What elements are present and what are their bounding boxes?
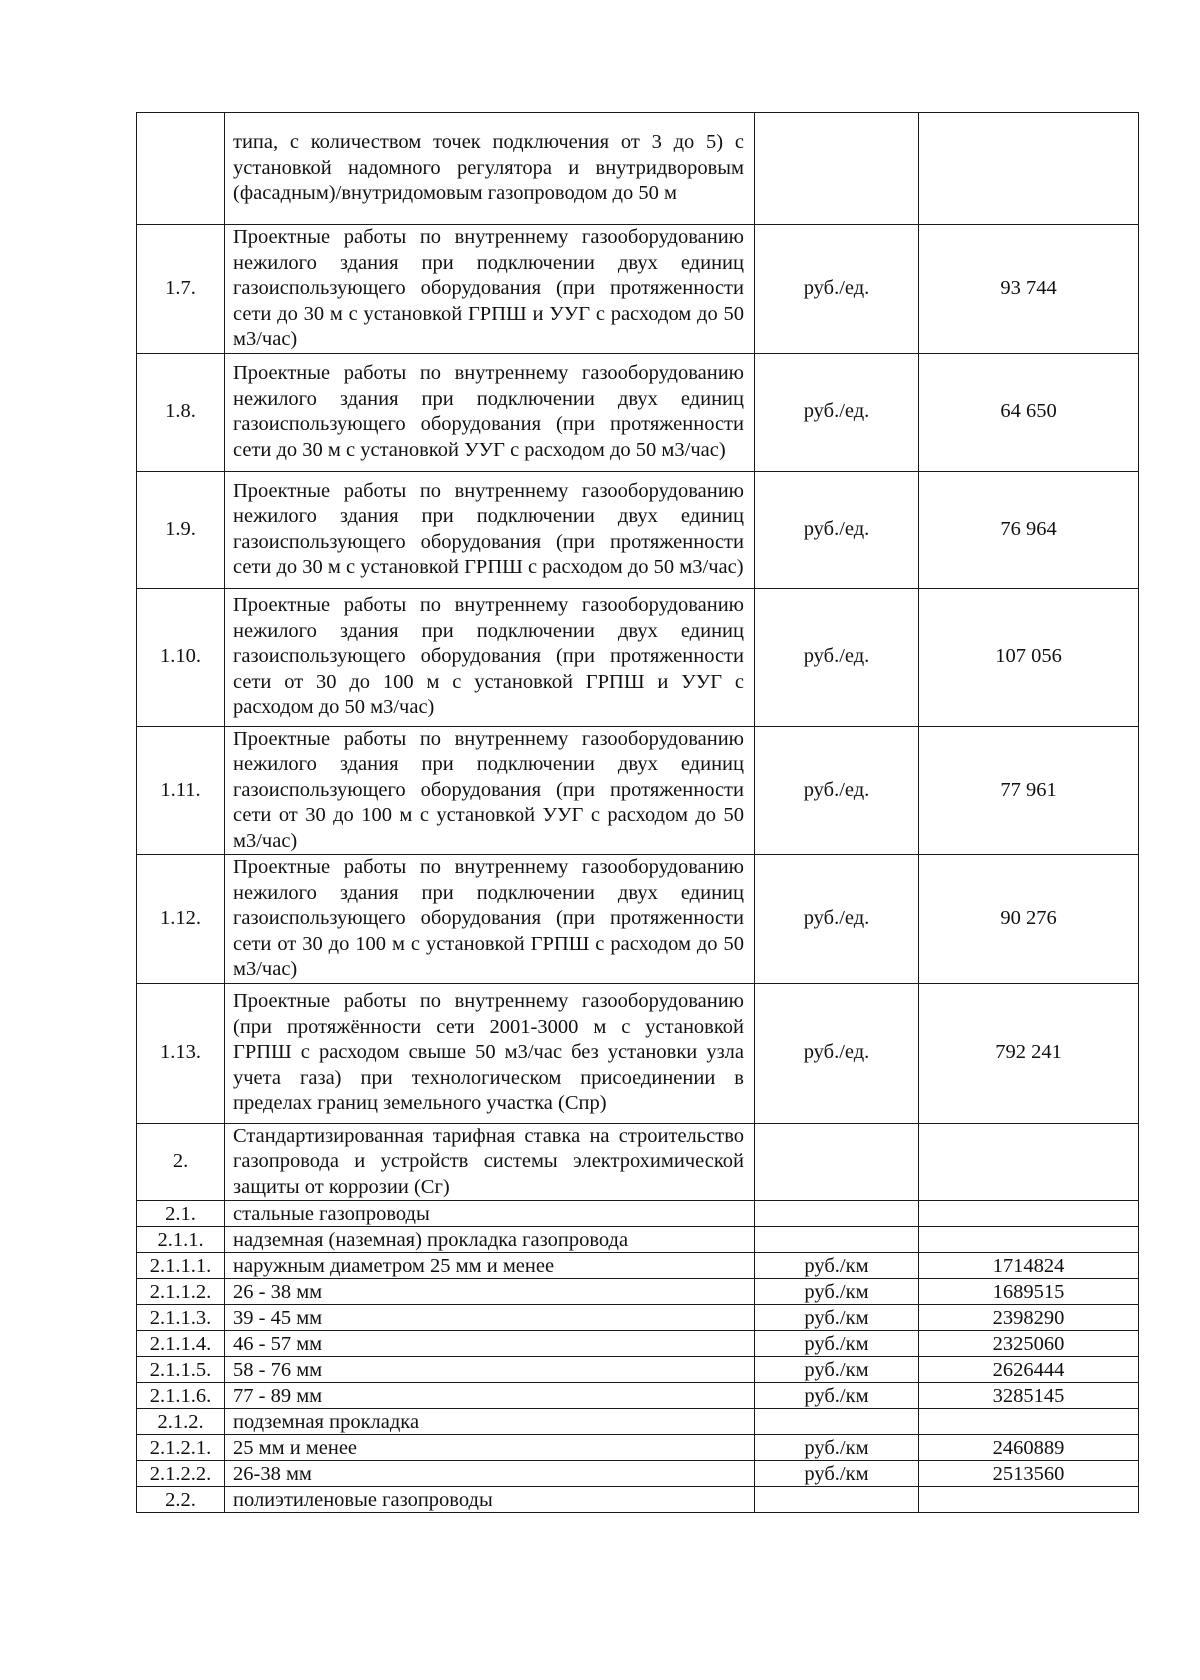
row-unit: руб./км xyxy=(755,1435,919,1461)
row-unit xyxy=(755,1227,919,1253)
table-row xyxy=(137,1305,1139,1331)
row-description: 39 - 45 мм xyxy=(225,1305,755,1331)
table-row xyxy=(137,726,1139,855)
row-unit xyxy=(755,113,919,225)
table-row xyxy=(137,471,1139,588)
table-row xyxy=(137,1461,1139,1487)
row-number: 1.12. xyxy=(137,855,225,984)
row-description: полиэтиленовые газопроводы xyxy=(225,1487,755,1513)
table-row xyxy=(137,1253,1139,1279)
table-row xyxy=(137,1383,1139,1409)
row-number: 2.1.1.2. xyxy=(137,1279,225,1305)
row-description: надземная (наземная) прокладка газопровода xyxy=(225,1227,755,1253)
table-row xyxy=(137,1201,1139,1227)
row-description: наружным диаметром 25 мм и менее xyxy=(225,1253,755,1279)
row-value: 1689515 xyxy=(919,1279,1139,1305)
tariff-table xyxy=(136,112,1139,1513)
row-value: 93 744 xyxy=(919,225,1139,354)
row-value xyxy=(919,113,1139,225)
row-description: подземная прокладка xyxy=(225,1409,755,1435)
row-value: 1714824 xyxy=(919,1253,1139,1279)
table-row xyxy=(137,1487,1139,1513)
row-unit: руб./ед. xyxy=(755,471,919,588)
row-value: 2513560 xyxy=(919,1461,1139,1487)
row-unit: руб./км xyxy=(755,1383,919,1409)
row-value: 90 276 xyxy=(919,855,1139,984)
table-row xyxy=(137,1409,1139,1435)
row-number: 1.7. xyxy=(137,225,225,354)
row-value: 792 241 xyxy=(919,983,1139,1123)
row-unit: руб./ед. xyxy=(755,353,919,471)
row-value xyxy=(919,1227,1139,1253)
row-number: 2.1.1.6. xyxy=(137,1383,225,1409)
row-unit xyxy=(755,1409,919,1435)
row-number: 1.11. xyxy=(137,726,225,855)
row-unit: руб./км xyxy=(755,1305,919,1331)
row-unit xyxy=(755,1123,919,1201)
row-value: 64 650 xyxy=(919,353,1139,471)
table-row xyxy=(137,225,1139,354)
row-value: 77 961 xyxy=(919,726,1139,855)
row-number: 1.10. xyxy=(137,588,225,726)
table-row xyxy=(137,855,1139,984)
row-value: 2325060 xyxy=(919,1331,1139,1357)
row-number: 2. xyxy=(137,1123,225,1201)
row-number: 2.1.2.2. xyxy=(137,1461,225,1487)
row-value xyxy=(919,1123,1139,1201)
row-description: типа, с количеством точек подключения от 3 до 5) с установкой надомного регулятора и внутридворовым (фасадным)/внутридомовым газопроводом до 50 м xyxy=(225,113,755,225)
row-description: Проектные работы по внутреннему газооборудованию нежилого здания при подключении двух единиц газоиспользующего оборудования (при протяженности сети до 30 м с установкой УУГ с расходом до 50 м3/час) xyxy=(225,353,755,471)
row-description: 77 - 89 мм xyxy=(225,1383,755,1409)
row-number: 2.1.1.1. xyxy=(137,1253,225,1279)
row-unit xyxy=(755,1487,919,1513)
table-row xyxy=(137,1123,1139,1201)
row-description: 25 мм и менее xyxy=(225,1435,755,1461)
row-unit: руб./ед. xyxy=(755,726,919,855)
row-description: 58 - 76 мм xyxy=(225,1357,755,1383)
row-unit: руб./км xyxy=(755,1253,919,1279)
row-number: 1.8. xyxy=(137,353,225,471)
row-unit: руб./км xyxy=(755,1279,919,1305)
row-number: 1.13. xyxy=(137,983,225,1123)
row-unit: руб./ед. xyxy=(755,225,919,354)
row-description: Проектные работы по внутреннему газооборудованию нежилого здания при подключении двух единиц газоиспользующего оборудования (при протяженности сети до 30 м с установкой ГРПШ с расходом до 50 м3/час) xyxy=(225,471,755,588)
row-number: 2.1.2.1. xyxy=(137,1435,225,1461)
row-value xyxy=(919,1487,1139,1513)
row-number: 2.1.1.4. xyxy=(137,1331,225,1357)
row-unit: руб./км xyxy=(755,1357,919,1383)
row-unit xyxy=(755,1201,919,1227)
row-description: 46 - 57 мм xyxy=(225,1331,755,1357)
table-row xyxy=(137,1331,1139,1357)
row-value xyxy=(919,1201,1139,1227)
table-row xyxy=(137,983,1139,1123)
row-value: 76 964 xyxy=(919,471,1139,588)
row-value: 3285145 xyxy=(919,1383,1139,1409)
row-description: Проектные работы по внутреннему газооборудованию нежилого здания при подключении двух единиц газоиспользующего оборудования (при протяженности сети от 30 до 100 м с установкой УУГ с расходом до 50 м3/час) xyxy=(225,726,755,855)
row-number: 2.1. xyxy=(137,1201,225,1227)
table-row xyxy=(137,1279,1139,1305)
row-unit: руб./км xyxy=(755,1461,919,1487)
row-unit: руб./км xyxy=(755,1331,919,1357)
row-value: 2460889 xyxy=(919,1435,1139,1461)
row-number: 2.2. xyxy=(137,1487,225,1513)
row-description: стальные газопроводы xyxy=(225,1201,755,1227)
row-number: 2.1.1.3. xyxy=(137,1305,225,1331)
row-number xyxy=(137,113,225,225)
row-description: Стандартизированная тарифная ставка на строительство газопровода и устройств системы электрохимической защиты от коррозии (Сг) xyxy=(225,1123,755,1201)
table-row xyxy=(137,353,1139,471)
row-number: 1.9. xyxy=(137,471,225,588)
row-number: 2.1.2. xyxy=(137,1409,225,1435)
row-unit: руб./ед. xyxy=(755,855,919,984)
row-description: Проектные работы по внутреннему газооборудованию нежилого здания при подключении двух единиц газоиспользующего оборудования (при протяженности сети от 30 до 100 м с установкой ГРПШ с расходом до 50 м3/час) xyxy=(225,855,755,984)
row-value: 107 056 xyxy=(919,588,1139,726)
table-row xyxy=(137,1435,1139,1461)
row-description: Проектные работы по внутреннему газооборудованию (при протяжённости сети 2001-3000 м с установкой ГРПШ с расходом свыше 50 м3/час без установки узла учета газа) при технологическом присоединении в пределах границ земельного участка (Спр) xyxy=(225,983,755,1123)
row-number: 2.1.1. xyxy=(137,1227,225,1253)
row-unit: руб./ед. xyxy=(755,983,919,1123)
row-description: Проектные работы по внутреннему газооборудованию нежилого здания при подключении двух единиц газоиспользующего оборудования (при протяженности сети от 30 до 100 м с установкой ГРПШ и УУГ с расходом до 50 м3/час) xyxy=(225,588,755,726)
row-value: 2626444 xyxy=(919,1357,1139,1383)
row-value: 2398290 xyxy=(919,1305,1139,1331)
table-row xyxy=(137,1227,1139,1253)
table-row xyxy=(137,113,1139,225)
row-description: 26-38 мм xyxy=(225,1461,755,1487)
row-unit: руб./ед. xyxy=(755,588,919,726)
row-value xyxy=(919,1409,1139,1435)
row-description: 26 - 38 мм xyxy=(225,1279,755,1305)
table-row xyxy=(137,1357,1139,1383)
row-description: Проектные работы по внутреннему газооборудованию нежилого здания при подключении двух единиц газоиспользующего оборудования (при протяженности сети до 30 м с установкой ГРПШ и УУГ с расходом до 50 м3/час) xyxy=(225,225,755,354)
row-number: 2.1.1.5. xyxy=(137,1357,225,1383)
table-row xyxy=(137,588,1139,726)
tariff-table-body xyxy=(137,113,1139,1513)
